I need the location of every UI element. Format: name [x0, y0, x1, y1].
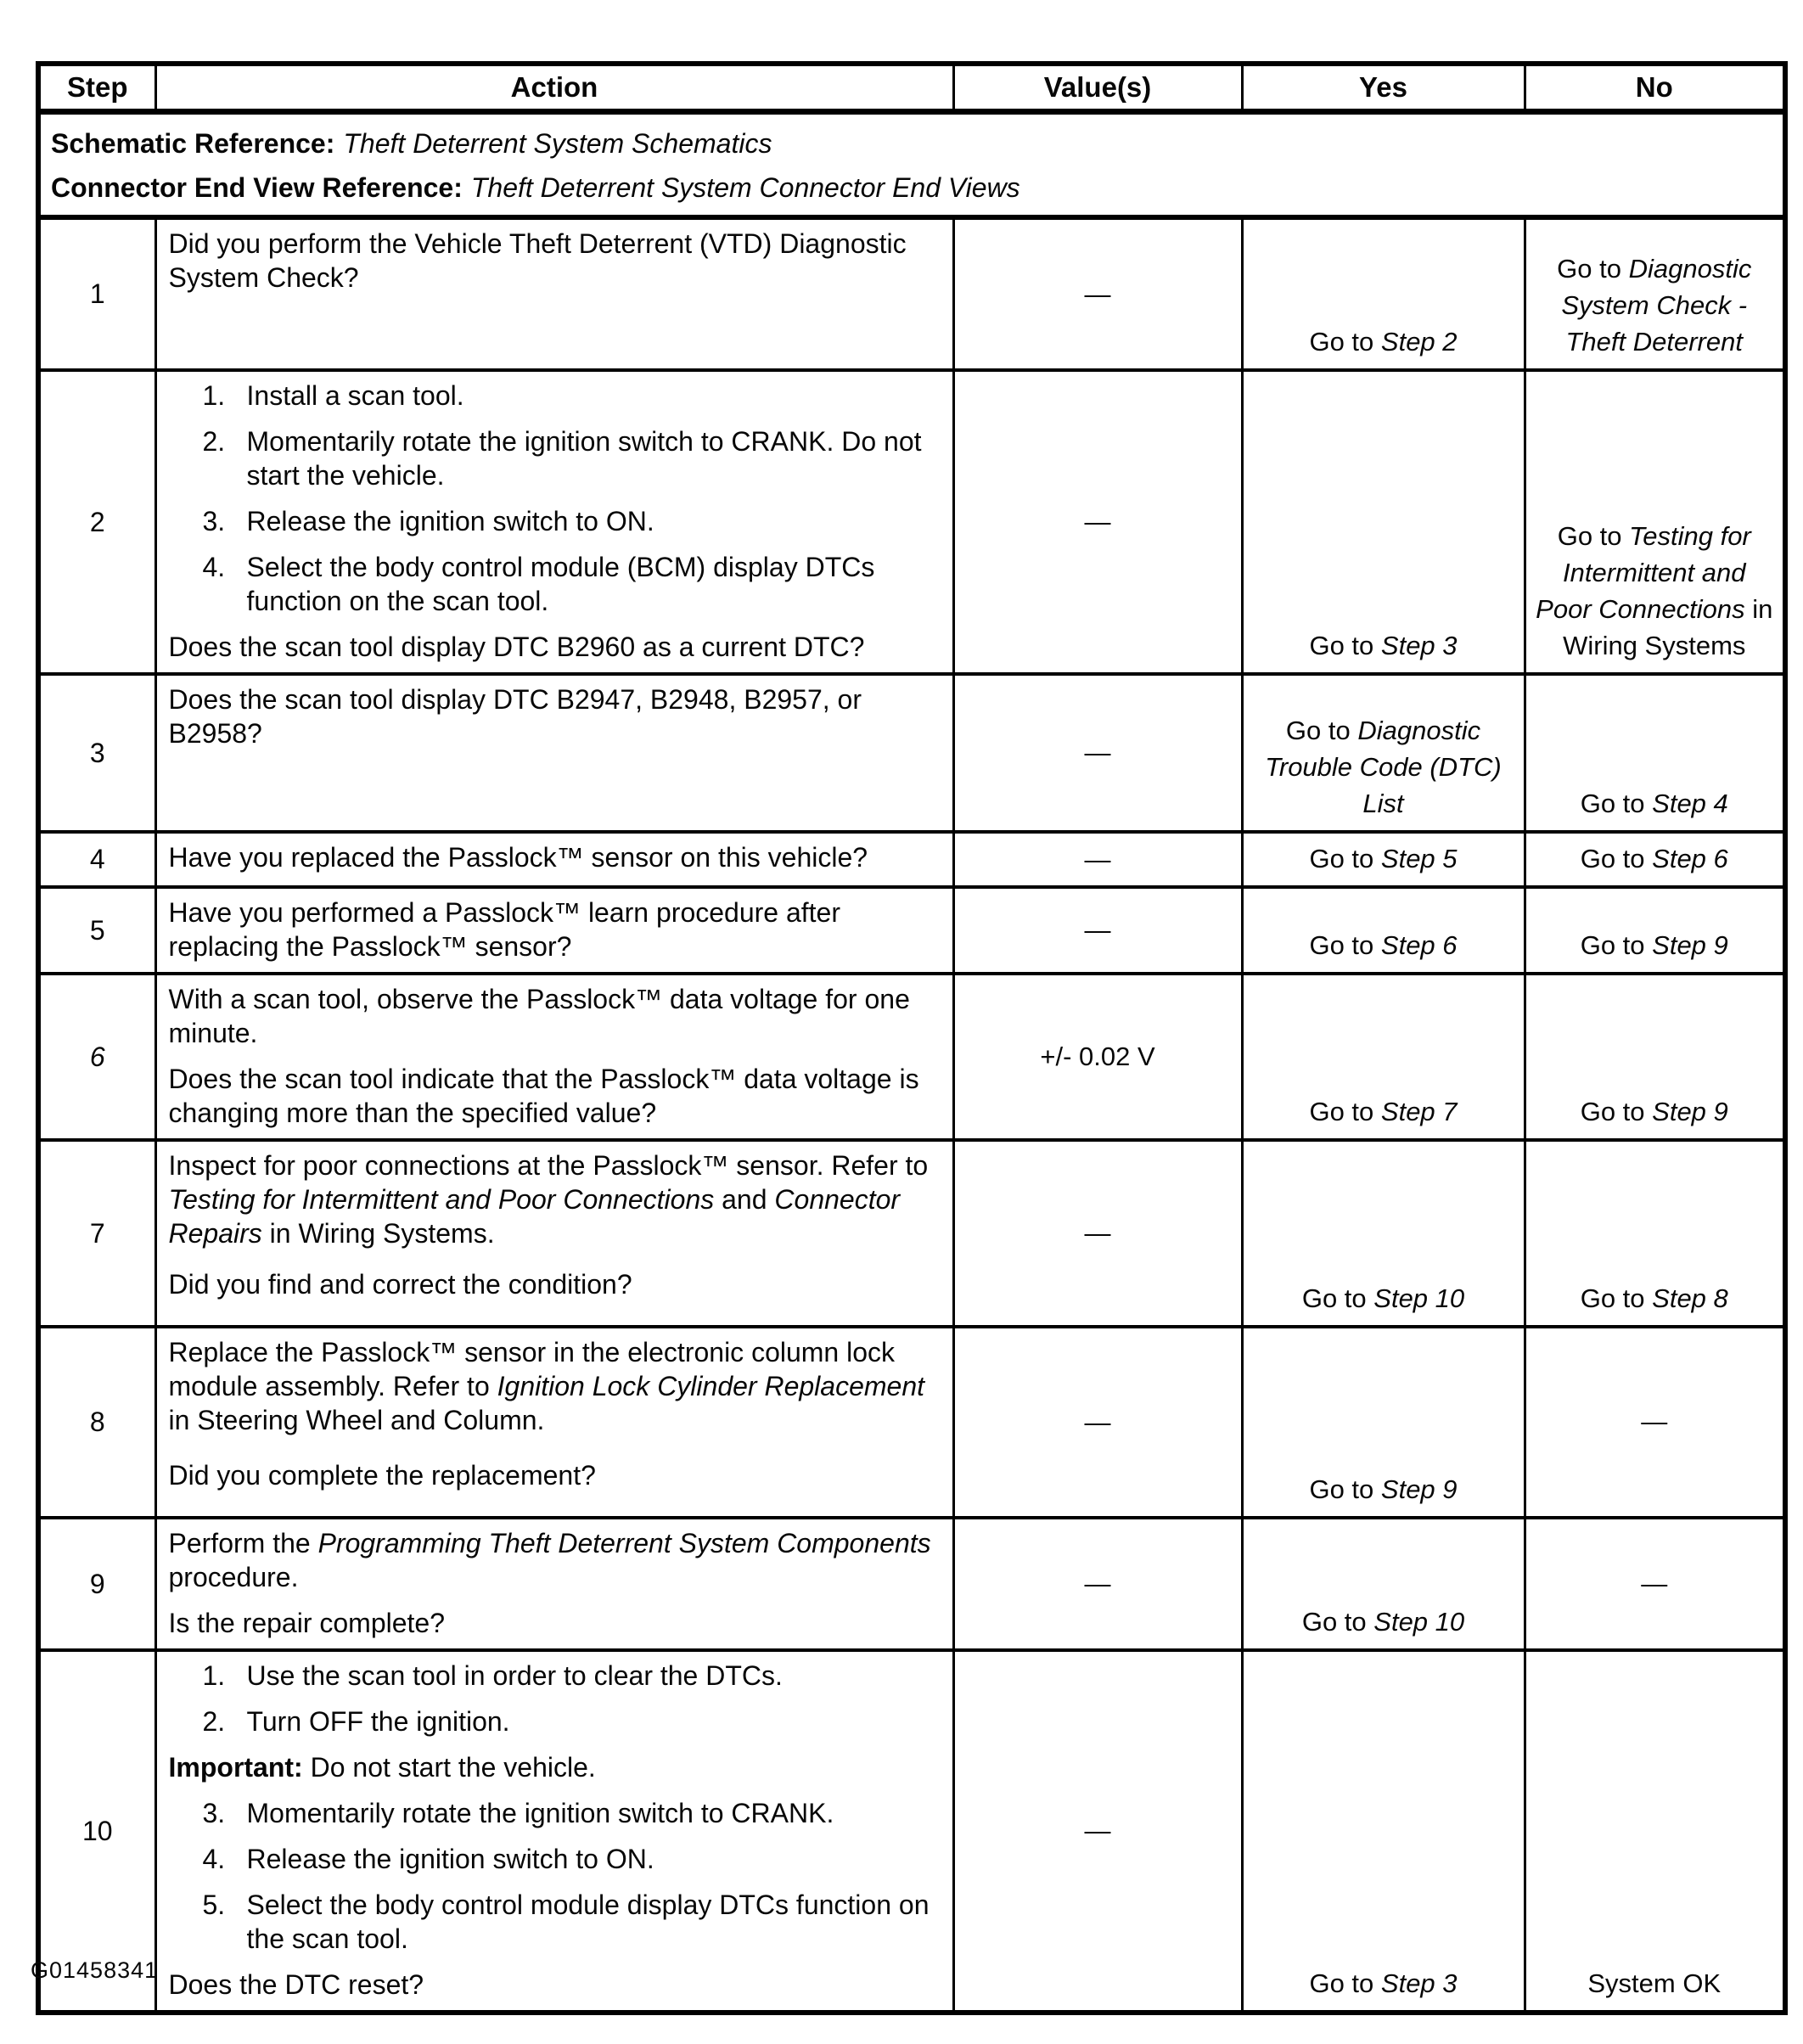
yes-text: [1252, 927, 1515, 963]
no-text: [1535, 518, 1775, 664]
yes-text: [1252, 712, 1515, 822]
action-content: [157, 889, 952, 972]
no-text: [1535, 1403, 1775, 1440]
column-header-yes: Yes: [1242, 64, 1525, 112]
question-text: [169, 1446, 941, 1492]
text: Go to: [1580, 789, 1653, 818]
italic-text: Step 10: [1373, 1283, 1465, 1313]
list-item: [203, 1842, 941, 1876]
list-item-number: 4.: [202, 552, 226, 582]
step-number: 1: [89, 278, 105, 309]
italic-text: Step 5: [1380, 844, 1458, 873]
list-item-number: 2.: [202, 426, 226, 457]
italic-text: Connector Repairs: [168, 1184, 901, 1249]
column-header-no: No: [1525, 64, 1785, 112]
text: System OK: [1587, 1968, 1722, 1998]
question-text: [169, 618, 941, 664]
yes-cell: [1242, 217, 1525, 370]
list-item-text: Select the body control module (BCM) display DTCs function on the scan tool.: [246, 552, 875, 616]
text: Did you find and correct the condition?: [168, 1269, 632, 1300]
connector-reference-label: Connector End View Reference:: [51, 172, 463, 203]
yes-text: [1252, 1603, 1515, 1640]
action-content: [157, 1519, 952, 1648]
diagnostic-table: [36, 61, 1788, 2015]
schematic-reference: [51, 125, 1771, 162]
italic-text: Step 9: [1380, 1474, 1458, 1504]
yes-cell: [1242, 832, 1525, 887]
text: in Wiring Systems: [1563, 594, 1773, 660]
text: in Wiring Systems.: [261, 1218, 495, 1249]
list-item: [203, 1888, 941, 1956]
yes-cell: [1242, 1327, 1525, 1518]
step-cell: [38, 974, 155, 1140]
yes-cell: [1242, 887, 1525, 974]
step-number: 5: [89, 914, 105, 946]
text: Inspect for poor connections at the Passlock™ sensor. Refer to: [168, 1150, 929, 1181]
action-paragraph: [169, 1335, 941, 1437]
numbered-list: [169, 1659, 941, 1738]
italic-text: Step 10: [1373, 1607, 1465, 1637]
value-cell: [953, 887, 1242, 974]
text: Go to: [1580, 1097, 1653, 1126]
list-item-number: 5.: [202, 1890, 226, 1920]
step-row-6: [38, 974, 1785, 1140]
text: procedure.: [168, 1562, 299, 1592]
step-row-9: [38, 1518, 1785, 1650]
text: Go to: [1301, 1283, 1374, 1313]
text: Go to: [1557, 521, 1630, 551]
italic-text: Step 3: [1380, 1968, 1458, 1998]
action-cell: [155, 217, 953, 370]
value-cell: [953, 1140, 1242, 1327]
yes-cell: [1242, 974, 1525, 1140]
list-item-number: 3.: [202, 1798, 226, 1828]
action-cell: [155, 1518, 953, 1650]
text: Perform the: [168, 1528, 318, 1558]
value-text: —: [1084, 1218, 1111, 1248]
step-number: 6: [89, 1041, 105, 1072]
list-item-number: 2.: [202, 1706, 226, 1737]
yes-cell: [1242, 1650, 1525, 2013]
italic-text: Step 6: [1652, 844, 1728, 873]
no-text: [1535, 1565, 1775, 1602]
no-text: [1535, 1093, 1775, 1130]
numbered-list: [169, 379, 941, 618]
step-row-8: [38, 1327, 1785, 1518]
column-header-values: Value(s): [953, 64, 1242, 112]
list-item-text: Momentarily rotate the ignition switch to CRANK. Do not start the vehicle.: [246, 426, 922, 491]
value-cell: [953, 674, 1242, 832]
action-paragraph: [169, 840, 941, 874]
list-item-text: Momentarily rotate the ignition switch to CRANK.: [246, 1798, 834, 1828]
column-header-step: Step: [38, 64, 155, 112]
connector-end-view-reference: [51, 169, 1771, 206]
action-content: [157, 220, 952, 354]
italic-text: Step 9: [1652, 1097, 1728, 1126]
no-cell: [1525, 674, 1785, 832]
list-item-number: 1.: [202, 1660, 226, 1691]
italic-text: Step 2: [1380, 327, 1458, 357]
no-text: [1535, 1280, 1775, 1317]
action-cell: [155, 1140, 953, 1327]
text: Go to: [1557, 254, 1629, 284]
action-content: [157, 834, 952, 883]
schematic-reference-value: Theft Deterrent System Schematics: [343, 128, 772, 159]
list-item: [203, 424, 941, 492]
no-cell: [1525, 1327, 1785, 1518]
value-text: +/- 0.02 V: [1040, 1042, 1155, 1071]
step-row-7: [38, 1140, 1785, 1327]
text: Go to: [1309, 1968, 1381, 1998]
action-cell: [155, 674, 953, 832]
no-text: [1535, 250, 1775, 360]
list-item-number: 4.: [202, 1844, 226, 1874]
text: Go to: [1580, 930, 1653, 960]
text: Did you complete the replacement?: [168, 1460, 596, 1491]
value-text: —: [1084, 844, 1111, 874]
step-cell: [38, 887, 155, 974]
text: Go to: [1309, 631, 1381, 660]
italic-text: Step 4: [1652, 789, 1728, 818]
value-text: —: [1084, 507, 1111, 536]
step-cell: [38, 370, 155, 674]
step-cell: [38, 832, 155, 887]
question-text: [169, 1050, 941, 1130]
no-text: [1535, 840, 1775, 877]
yes-cell: [1242, 370, 1525, 674]
no-text: [1535, 927, 1775, 963]
step-row-1: [38, 217, 1785, 370]
no-text: [1535, 1965, 1775, 2002]
step-row-2: [38, 370, 1785, 674]
step-number: 10: [81, 1815, 113, 1846]
step-cell: [38, 217, 155, 370]
text: Go to: [1580, 844, 1653, 873]
value-text: —: [1084, 915, 1111, 945]
list-item-text: Release the ignition switch to ON.: [246, 506, 654, 536]
step-cell: [38, 1327, 155, 1518]
value-text: —: [1084, 1816, 1111, 1845]
italic-text: Step 6: [1380, 930, 1458, 960]
italic-text: Diagnostic Trouble Code (DTC) List: [1265, 716, 1502, 818]
yes-text: [1252, 840, 1515, 877]
yes-cell: [1242, 1518, 1525, 1650]
value-cell: [953, 1650, 1242, 2013]
value-cell: [953, 370, 1242, 674]
yes-text: [1252, 1280, 1515, 1317]
no-cell: [1525, 1518, 1785, 1650]
reference-row: [38, 112, 1785, 218]
step-number: 9: [89, 1568, 105, 1599]
step-cell: [38, 1518, 155, 1650]
step-row-3: [38, 674, 1785, 832]
list-item: [203, 550, 941, 618]
yes-text: [1252, 1471, 1515, 1508]
text: Does the scan tool indicate that the Passlock™ data voltage is changing more than the specified value?: [168, 1064, 919, 1128]
text: in Steering Wheel and Column.: [168, 1405, 545, 1435]
italic-text: Diagnostic System Check - Theft Deterrent: [1561, 254, 1752, 357]
text: —: [1641, 1407, 1668, 1436]
value-cell: [953, 974, 1242, 1140]
connector-reference-value: Theft Deterrent System Connector End Views: [470, 172, 1020, 203]
step-number: 2: [89, 506, 105, 537]
list-item-text: Use the scan tool in order to clear the DTCs.: [246, 1660, 783, 1691]
action-paragraph: [169, 1750, 941, 1784]
no-cell: [1525, 1140, 1785, 1327]
step-cell: [38, 1140, 155, 1327]
column-header-action: Action: [155, 64, 953, 112]
action-paragraph: [169, 682, 941, 750]
text: Go to: [1309, 1474, 1381, 1504]
no-cell: [1525, 370, 1785, 674]
value-text: —: [1084, 278, 1111, 309]
step-number: 7: [89, 1217, 105, 1249]
step-cell: [38, 674, 155, 832]
text: and: [714, 1184, 775, 1215]
value-cell: [953, 1327, 1242, 1518]
text: Go to: [1301, 1607, 1374, 1637]
yes-text: [1252, 1965, 1515, 2002]
no-cell: [1525, 1650, 1785, 2013]
text: Does the scan tool display DTC B2960 as a current DTC?: [168, 632, 865, 662]
header-row: [38, 64, 1785, 112]
list-item: [203, 504, 941, 538]
value-text: —: [1084, 1407, 1111, 1437]
action-content: [157, 676, 952, 815]
value-cell: [953, 217, 1242, 370]
italic-text: Step 8: [1652, 1283, 1728, 1313]
action-cell: [155, 370, 953, 674]
list-item: [203, 379, 941, 413]
text: With a scan tool, observe the Passlock™ data voltage for one minute.: [168, 984, 910, 1048]
action-content: [157, 1142, 952, 1310]
text: Do not start the vehicle.: [302, 1752, 596, 1783]
action-paragraph: [169, 1148, 941, 1250]
step-row-5: [38, 887, 1785, 974]
question-text: [169, 1255, 941, 1301]
action-cell: [155, 1650, 953, 2013]
step-row-10: [38, 1650, 1785, 2013]
step-row-4: [38, 832, 1785, 887]
question-text: [169, 1594, 941, 1640]
action-content: [157, 1328, 952, 1501]
yes-cell: [1242, 1140, 1525, 1327]
step-number: 3: [89, 737, 105, 768]
list-item-text: Release the ignition switch to ON.: [246, 1844, 654, 1874]
yes-cell: [1242, 674, 1525, 832]
italic-text: Step 3: [1380, 631, 1458, 660]
action-paragraph: [169, 227, 941, 295]
list-item-number: 1.: [202, 380, 226, 411]
italic-text: Testing for Intermittent and Poor Connections: [1536, 521, 1751, 624]
action-content: [157, 1652, 952, 2010]
no-cell: [1525, 887, 1785, 974]
no-cell: [1525, 832, 1785, 887]
list-item-text: Select the body control module display DTCs function on the scan tool.: [246, 1890, 930, 1954]
text: Did you perform the Vehicle Theft Deterrent (VTD) Diagnostic System Check?: [168, 228, 907, 293]
text: Go to: [1309, 327, 1381, 357]
reference-cell: [38, 112, 1785, 218]
action-paragraph: [169, 1526, 941, 1594]
schematic-reference-label: Schematic Reference:: [51, 128, 335, 159]
italic-text: Programming Theft Deterrent System Components: [317, 1528, 931, 1558]
text: Have you performed a Passlock™ learn procedure after replacing the Passlock™ sensor?: [168, 897, 840, 962]
question-text: [169, 1956, 941, 2002]
value-cell: [953, 1518, 1242, 1650]
list-item-text: Turn OFF the ignition.: [246, 1706, 510, 1737]
yes-text: [1252, 1093, 1515, 1130]
text: Is the repair complete?: [168, 1608, 445, 1638]
table-body: [38, 217, 1785, 2013]
bold-text: Important:: [168, 1752, 303, 1783]
list-item-text: Install a scan tool.: [246, 380, 464, 411]
text: —: [1641, 1568, 1668, 1598]
text: Have you replaced the Passlock™ sensor on this vehicle?: [168, 842, 868, 873]
no-cell: [1525, 217, 1785, 370]
step-number: 4: [89, 844, 105, 874]
value-cell: [953, 832, 1242, 887]
action-paragraph: [169, 896, 941, 963]
action-cell: [155, 832, 953, 887]
italic-text: Step 9: [1652, 930, 1728, 960]
text: Go to: [1580, 1283, 1653, 1313]
action-content: [157, 975, 952, 1138]
value-text: —: [1084, 738, 1111, 767]
italic-text: Step 7: [1380, 1097, 1458, 1126]
list-item: [203, 1704, 941, 1738]
action-cell: [155, 1327, 953, 1518]
italic-text: Ignition Lock Cylinder Replacement: [497, 1371, 924, 1401]
yes-text: [1252, 323, 1515, 360]
figure-id: G01458341: [31, 1957, 159, 1983]
list-item: [203, 1659, 941, 1693]
numbered-list: [169, 1796, 941, 1956]
step-number: 8: [89, 1407, 105, 1437]
value-text: —: [1084, 1569, 1111, 1598]
no-cell: [1525, 974, 1785, 1140]
no-text: [1535, 785, 1775, 822]
list-item-number: 3.: [202, 506, 226, 536]
action-paragraph: [169, 982, 941, 1050]
italic-text: Testing for Intermittent and Poor Connections: [168, 1184, 715, 1215]
action-cell: [155, 887, 953, 974]
text: Replace the Passlock™ sensor in the electronic column lock module assembly. Refer to: [168, 1337, 896, 1401]
text: Go to: [1309, 1097, 1381, 1126]
text: Go to: [1309, 930, 1381, 960]
text: Does the scan tool display DTC B2947, B2948, B2957, or B2958?: [168, 684, 862, 749]
action-cell: [155, 974, 953, 1140]
yes-text: [1252, 627, 1515, 664]
text: Does the DTC reset?: [168, 1969, 424, 2000]
action-content: [157, 372, 952, 672]
list-item: [203, 1796, 941, 1830]
text: Go to: [1309, 844, 1381, 873]
text: Go to: [1285, 716, 1358, 745]
